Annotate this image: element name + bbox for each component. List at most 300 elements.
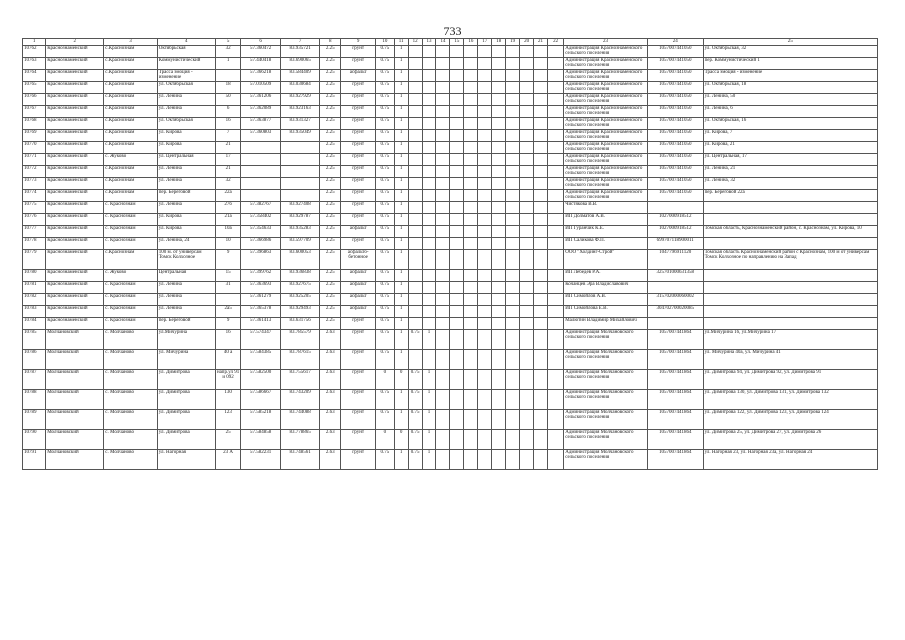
table-cell: 10767 (23, 106, 46, 118)
table-cell (492, 390, 506, 410)
table-cell: 2.25 (320, 202, 341, 214)
table-cell (422, 118, 436, 130)
table-cell (464, 94, 478, 106)
table-cell (520, 130, 534, 142)
column-number-1: 1 (23, 39, 46, 46)
table-cell: 16 (215, 330, 241, 350)
table-cell: 57.582231 (241, 450, 280, 470)
table-cell (492, 410, 506, 430)
table-cell (520, 350, 534, 370)
table-body (23, 46, 878, 470)
table-cell: 2.25 (320, 214, 341, 226)
table-cell: ул. Октябрьская, 32 (703, 46, 877, 58)
table-cell (506, 166, 520, 178)
table-cell: ул. Ленина (157, 106, 215, 118)
table-cell: 10782 (23, 294, 46, 306)
table-cell (464, 270, 478, 282)
table-cell: с.Краснознам (104, 82, 157, 94)
table-cell (520, 330, 534, 350)
table-cell: Октябрьская (157, 46, 215, 58)
table-cell: 315702000060002 (647, 294, 703, 306)
table-cell (703, 238, 877, 250)
table-cell (422, 70, 436, 82)
table-cell: 57.440418 (241, 58, 280, 70)
table-cell (534, 250, 548, 270)
table-cell: ул. Кирова, 21 (703, 142, 877, 154)
table-cell (547, 390, 563, 410)
table-cell (547, 58, 563, 70)
table-cell: 2.25 (320, 250, 341, 270)
table-cell: 83.778865 (280, 430, 319, 450)
table-cell: 83.925205 (280, 294, 319, 306)
table-cell: 21 (215, 142, 241, 154)
table-cell: ИП Лебедев Р.А. (564, 270, 648, 282)
table-cell: 2.63 (320, 370, 341, 390)
table-cell (506, 106, 520, 118)
column-number-9: 9 (341, 39, 376, 46)
table-cell (478, 350, 492, 370)
table-cell (547, 178, 563, 190)
table-cell (520, 106, 534, 118)
table-cell: 10784 (23, 318, 46, 330)
table-cell: грунт (341, 82, 376, 94)
table-cell: грунт (341, 390, 376, 410)
table-cell: 0.75 (376, 190, 395, 202)
table-cell (408, 214, 422, 226)
table-cell: Администрация Молчановского сельского поселения (564, 410, 648, 430)
table-cell: 2.25 (320, 106, 341, 118)
table-cell (450, 190, 464, 202)
table-cell: ул. Нагорная 23, ул. Нагорная 23а, ул. Нагорная 24 (703, 450, 877, 470)
table-cell (478, 238, 492, 250)
table-cell: 0 (394, 430, 408, 450)
table-cell: 83.743209 (280, 390, 319, 410)
table-cell: ул. Кирова, 7 (703, 130, 877, 142)
table-cell (547, 250, 563, 270)
table-cell (408, 106, 422, 118)
table-cell: 57.584858 (241, 430, 280, 450)
table-cell (506, 270, 520, 282)
table-cell (450, 450, 464, 470)
table-cell (506, 410, 520, 430)
table-cell (422, 94, 436, 106)
table-cell: 0.75 (376, 106, 395, 118)
table-cell (436, 350, 450, 370)
table-cell: Краснознаменский (46, 130, 104, 142)
table-cell (478, 154, 492, 166)
table-cell: 1 (422, 370, 436, 390)
table-cell (408, 250, 422, 270)
table-cell: 2.63 (320, 390, 341, 410)
table-cell (547, 142, 563, 154)
table-row (23, 70, 878, 82)
table-cell: 699707118900011 (647, 238, 703, 250)
table-cell: 9 (215, 318, 241, 330)
table-cell: Томская область Краснознаменский район с Краснознам, 100 м от универсам Томск Колхозное по направлению на Запад (703, 250, 877, 270)
table-cell (464, 82, 478, 94)
table-cell: Краснознаменский (46, 142, 104, 154)
table-cell (464, 130, 478, 142)
table-cell (478, 430, 492, 450)
table-cell: ул. Димитрова 122, ул. Димитрова 123, ул. Димитрова 124 (703, 410, 877, 430)
table-cell (436, 130, 450, 142)
table-cell (506, 202, 520, 214)
table-cell: грунт (341, 46, 376, 58)
table-cell: с. Молчаново (104, 430, 157, 450)
table-cell (478, 106, 492, 118)
column-number-8: 8 (320, 39, 341, 46)
table-cell: 1057007441050 (647, 190, 703, 202)
table-cell (215, 294, 241, 306)
table-row (23, 282, 878, 294)
table-cell (464, 410, 478, 430)
table-cell: Администрация Краснознаменского сельского поселения (564, 94, 648, 106)
table-cell: ИП Долматов А.В. (564, 214, 648, 226)
table-cell (464, 306, 478, 318)
table-cell: ул. Димитрова 94, ул. Димитрова 92, ул. Димитрова 91 (703, 370, 877, 390)
table-cell: 57.585218 (241, 410, 280, 430)
table-cell (478, 330, 492, 350)
table-cell: 83.936838 (280, 270, 319, 282)
table-cell (422, 282, 436, 294)
table-cell: ул. Ленина (157, 178, 215, 190)
table-cell: 1 (394, 166, 408, 178)
table-cell (506, 154, 520, 166)
table-cell: с. Краснознам (104, 214, 157, 226)
table-cell: 10779 (23, 250, 46, 270)
table-cell: ул. Ленина (157, 166, 215, 178)
table-cell: Администрация Молчановского сельского поселения (564, 450, 648, 470)
table-cell (436, 306, 450, 318)
table-cell: 57.396863 (241, 250, 280, 270)
table-cell: 0.75 (376, 58, 395, 70)
table-cell (450, 238, 464, 250)
page-number: 733 (443, 24, 462, 38)
table-cell (478, 270, 492, 282)
table-cell: с.Краснознам (104, 190, 157, 202)
table-cell: асфальто-бетонное (341, 250, 376, 270)
table-cell: Краснознаменский (46, 166, 104, 178)
table-cell (478, 130, 492, 142)
table-cell: 10762 (23, 46, 46, 58)
table-cell: Администрация Молчановского сельского поселения (564, 350, 648, 370)
table-cell: Молчановский (46, 450, 104, 470)
table-cell: 1057007441864 (647, 350, 703, 370)
table-cell: Молчановский (46, 370, 104, 390)
table-cell (534, 166, 548, 178)
table-cell (436, 82, 450, 94)
table-cell (436, 70, 450, 82)
table-cell: с.Краснознам (104, 106, 157, 118)
table-cell (703, 294, 877, 306)
table-cell: 1 (394, 58, 408, 70)
table-cell: 1 (394, 106, 408, 118)
table-cell: Краснознаменский (46, 214, 104, 226)
table-cell (436, 282, 450, 294)
table-cell: 1 (422, 430, 436, 450)
table-cell (506, 82, 520, 94)
table-cell: с.Краснознам (104, 94, 157, 106)
table-cell: ул. Ленина (157, 202, 215, 214)
table-cell (520, 390, 534, 410)
table-cell: ул. Октябрьская, 18 (703, 82, 877, 94)
table-cell (450, 270, 464, 282)
table-cell: ул. Кирова (157, 214, 215, 226)
table-cell: ул. Нагорная (157, 450, 215, 470)
table-cell (492, 106, 506, 118)
table-cell (408, 118, 422, 130)
table-cell: 10768 (23, 118, 46, 130)
table-cell: Молчановский (46, 410, 104, 430)
table-cell: ул. Ленина (157, 94, 215, 106)
table-cell (520, 178, 534, 190)
table-cell (241, 142, 280, 154)
table-cell: 57.363693 (241, 282, 280, 294)
table-cell (534, 130, 548, 142)
table-cell: 2.63 (320, 410, 341, 430)
column-number-18: 18 (492, 39, 506, 46)
table-cell: 6 (215, 106, 241, 118)
table-cell (464, 450, 478, 470)
table-cell (492, 166, 506, 178)
table-cell (408, 270, 422, 282)
table-cell: ул. Кирова (157, 142, 215, 154)
table-cell (478, 282, 492, 294)
table-cell: грунт (341, 214, 376, 226)
table-cell (506, 70, 520, 82)
table-cell: грунт (341, 350, 376, 370)
table-cell: 2.25 (320, 154, 341, 166)
table-cell: с.Краснознам (104, 70, 157, 82)
table-cell: ул. Димитрова 25, ул. Димитрова 27, ул. Димитрова 26 (703, 430, 877, 450)
table-cell: 0.75 (376, 450, 395, 470)
table-cell: грунт (341, 370, 376, 390)
table-cell: 1 (394, 226, 408, 238)
table-cell (547, 94, 563, 106)
table-cell: 1057007441864 (647, 430, 703, 450)
table-cell (547, 118, 563, 130)
table-cell: 10777 (23, 226, 46, 238)
table-cell: 50 (215, 94, 241, 106)
table-cell (506, 250, 520, 270)
table-cell: 1 (394, 46, 408, 58)
table-cell: 1057007441050 (647, 118, 703, 130)
column-number-15: 15 (450, 39, 464, 46)
table-cell (492, 202, 506, 214)
table-cell (241, 166, 280, 178)
table-cell: пер. Береговой (157, 318, 215, 330)
table-cell (422, 154, 436, 166)
table-cell: Администрация Краснознаменского сельского поселения (564, 190, 648, 202)
table-cell: ул. Кирова (157, 130, 215, 142)
table-cell (436, 190, 450, 202)
table-cell: 83.927408 (280, 202, 319, 214)
table-row (23, 410, 878, 430)
table-cell (422, 350, 436, 370)
table-cell: 123 (215, 410, 241, 430)
table-cell (436, 250, 450, 270)
table-cell: с.Краснознам (104, 46, 157, 58)
table-cell: 1 (394, 306, 408, 318)
table-cell: 2а5 (215, 306, 241, 318)
table-cell (703, 270, 877, 282)
column-number-header-row (23, 39, 878, 46)
table-cell: 10 (215, 238, 241, 250)
table-cell: пер. Береговой 22а (703, 190, 877, 202)
table-cell: 2.63 (320, 350, 341, 370)
table-cell (436, 118, 450, 130)
table-cell: 83.927929 (280, 94, 319, 106)
table-cell: грунт (341, 118, 376, 130)
table-cell: грунт (341, 430, 376, 450)
table-cell: 0.75 (376, 94, 395, 106)
table-cell (408, 82, 422, 94)
table-cell (506, 238, 520, 250)
table-cell (506, 142, 520, 154)
table-cell: 1057007441050 (647, 178, 703, 190)
table-cell (464, 370, 478, 390)
table-cell (534, 226, 548, 238)
table-cell (450, 106, 464, 118)
table-cell: Молчановский (46, 330, 104, 350)
table-cell (464, 214, 478, 226)
table-cell (436, 178, 450, 190)
table-cell: 2.25 (320, 190, 341, 202)
table-cell (464, 430, 478, 450)
table-cell (450, 166, 464, 178)
table-cell: 2.25 (320, 238, 341, 250)
table-cell (520, 430, 534, 450)
table-cell: 10769 (23, 130, 46, 142)
table-cell (520, 294, 534, 306)
table-cell: Администрация Молчановского сельского поселения (564, 370, 648, 390)
table-cell: 1027000918512 (647, 214, 703, 226)
table-cell (520, 142, 534, 154)
table-cell: с. Краснознам (104, 306, 157, 318)
table-cell: 10786 (23, 350, 46, 370)
table-cell (408, 130, 422, 142)
table-cell (450, 430, 464, 450)
table-cell: 83.923163 (280, 106, 319, 118)
table-cell: 1057007441864 (647, 370, 703, 390)
table-cell (520, 118, 534, 130)
table-cell: 83.755617 (280, 370, 319, 390)
table-cell (506, 214, 520, 226)
table-cell (703, 202, 877, 214)
table-cell: 1057007441050 (647, 142, 703, 154)
table-cell (506, 306, 520, 318)
table-cell (436, 390, 450, 410)
table-cell: 1 (394, 238, 408, 250)
table-cell: 16 (215, 118, 241, 130)
table-cell: ул. Ленина, 21 (703, 166, 877, 178)
table-cell: асфальт (341, 270, 376, 282)
table-cell: Чистякова В.В. (564, 202, 648, 214)
table-cell: грунт (341, 154, 376, 166)
table-cell: Администрация Молчановского сельского поселения (564, 330, 648, 350)
table-cell: 32 (215, 178, 241, 190)
table-cell: грунт (341, 450, 376, 470)
table-cell: 9 (215, 250, 241, 270)
table-cell: 83.030684 (280, 82, 319, 94)
table-cell: 1 (394, 350, 408, 370)
table-cell: 17 (215, 154, 241, 166)
table-cell (506, 430, 520, 450)
table-cell (450, 226, 464, 238)
table-cell: 10787 (23, 370, 46, 390)
table-cell: 2.25 (320, 282, 341, 294)
table-cell: Краснознаменский (46, 202, 104, 214)
table-cell: 83.690065 (280, 58, 319, 70)
table-cell (450, 306, 464, 318)
table-cell: ул. Ленина, 50 (703, 94, 877, 106)
table-cell (478, 450, 492, 470)
table-cell (703, 318, 877, 330)
table-cell (547, 154, 563, 166)
table-cell (436, 202, 450, 214)
table-cell (478, 370, 492, 390)
table-cell: 1057007441050 (647, 70, 703, 82)
table-cell (436, 154, 450, 166)
table-cell: с. Краснознам (104, 226, 157, 238)
table-cell: с. Молчаново (104, 410, 157, 430)
table-cell (520, 238, 534, 250)
table-cell (547, 350, 563, 370)
table-cell (534, 94, 548, 106)
table-cell (464, 202, 478, 214)
table-cell (506, 294, 520, 306)
table-row (23, 430, 878, 450)
table-cell (408, 226, 422, 238)
table-cell (464, 58, 478, 70)
table-cell: 1 (422, 450, 436, 470)
table-cell: 0.75 (376, 202, 395, 214)
table-row (23, 226, 878, 238)
table-cell (422, 190, 436, 202)
table-cell: 10788 (23, 390, 46, 410)
table-cell: 10785 (23, 330, 46, 350)
table-cell: 0.75 (376, 306, 395, 318)
table-cell (436, 94, 450, 106)
table-cell (534, 306, 548, 318)
table-cell (703, 282, 877, 294)
table-cell (534, 154, 548, 166)
table-cell: с.Краснознам (104, 58, 157, 70)
table-cell: 57.584385 (241, 350, 280, 370)
table-cell (506, 282, 520, 294)
table-cell (478, 70, 492, 82)
table-cell (547, 370, 563, 390)
table-cell: Администрация Краснознаменского сельского поселения (564, 166, 648, 178)
table-cell: ул. Мичурина (157, 350, 215, 370)
table-cell: Администрация Краснознаменского сельского поселения (564, 70, 648, 82)
table-cell (492, 370, 506, 390)
table-cell (506, 178, 520, 190)
table-cell (506, 190, 520, 202)
table-cell: 57.365378 (241, 306, 280, 318)
table-cell (436, 410, 450, 430)
table-cell (547, 450, 563, 470)
table-cell (506, 330, 520, 350)
table-cell (506, 450, 520, 470)
column-number-3: 3 (104, 39, 157, 46)
table-cell: с. Жуково (104, 154, 157, 166)
table-cell (450, 330, 464, 350)
table-cell: с. Молчаново (104, 390, 157, 410)
table-cell: 1 (394, 214, 408, 226)
column-number-4: 4 (157, 39, 215, 46)
table-cell: 0.75 (376, 46, 395, 58)
